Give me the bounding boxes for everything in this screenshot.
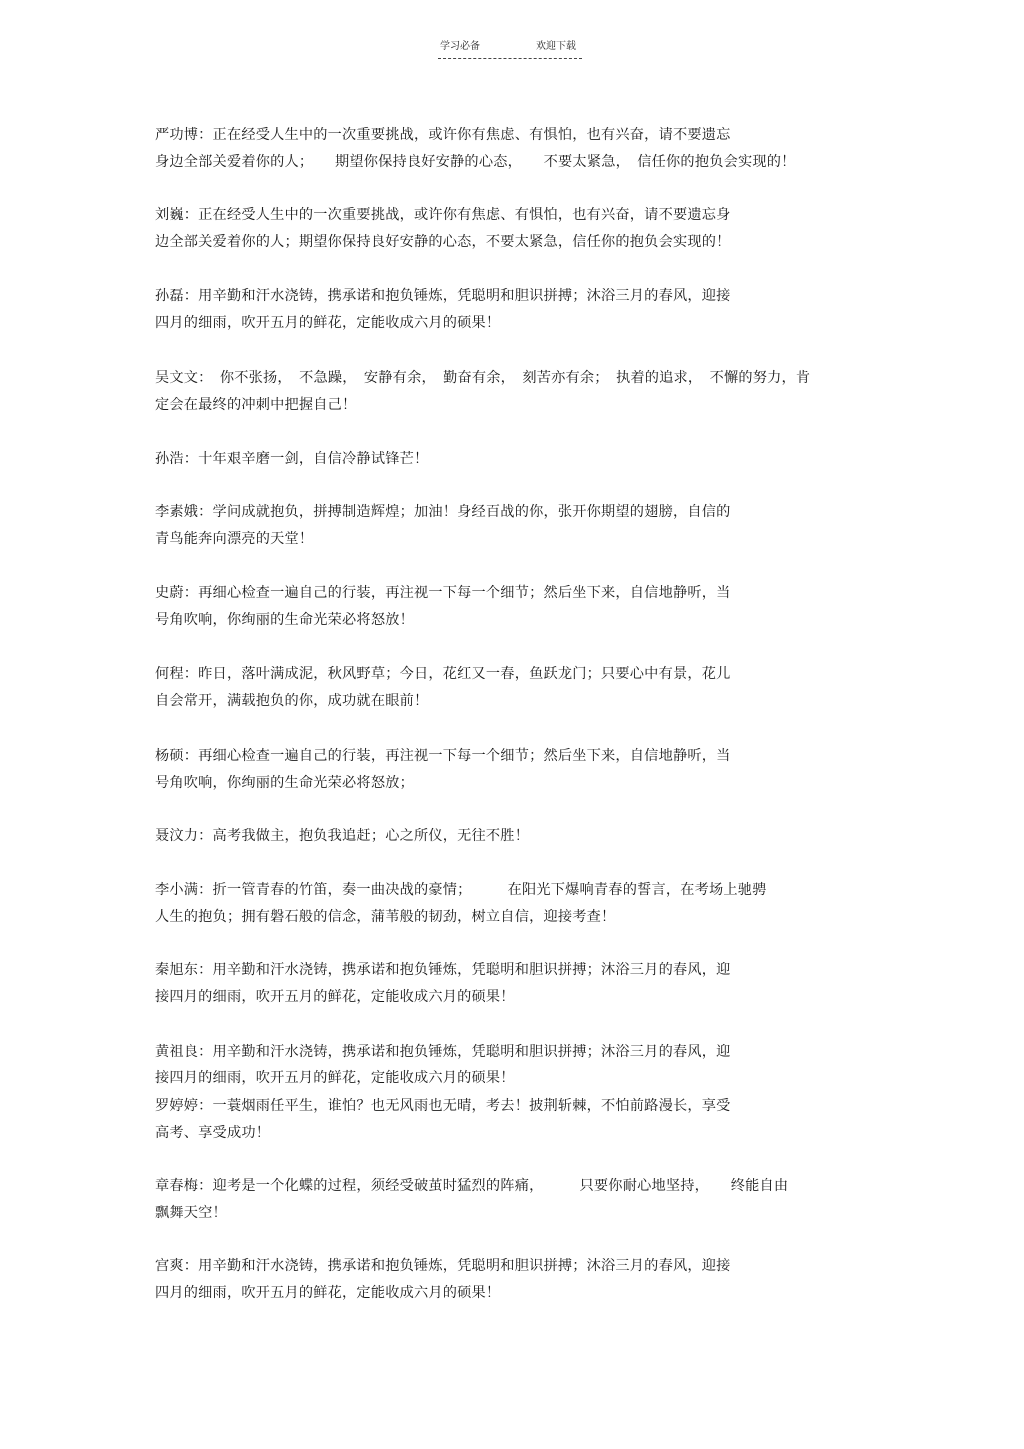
entry-line: 接四月的细雨，吹开五月的鲜花，定能收成六月的硕果！ [155, 989, 515, 1005]
entry-line: 李素娥：学问成就抱负，拼搏制造辉煌；加油！身经百战的你，张开你期望的翅膀，自信的 [155, 504, 731, 520]
entry-line: 李小满：折一管青春的竹笛，奏一曲决战的豪情； 在阳光下爆响青春的誓言，在考场上驰骋 [155, 882, 767, 898]
entry-line: 四月的细雨，吹开五月的鲜花，定能收成六月的硕果！ [155, 1285, 501, 1301]
entry-line: 孙磊：用辛勤和汗水浇铸，携承诺和抱负锤炼，凭聪明和胆识拼搏；沐浴三月的春风，迎接 [155, 288, 731, 304]
entry-line: 史蔚：再细心检查一遍自己的行装，再注视一下每一个细节；然后坐下来，自信地静听，当 [155, 585, 731, 601]
entry-line: 高考、享受成功！ [155, 1125, 271, 1141]
entry-line: 号角吹响，你绚丽的生命光荣必将怒放； [155, 775, 414, 791]
entry-line: 刘巍：正在经受人生中的一次重要挑战，或许你有焦虑、有惧怕，也有兴奋，请不要遗忘身 [155, 207, 731, 223]
entry-line: 人生的抱负；拥有磐石般的信念，蒲苇般的韧劲，树立自信，迎接考查！ [155, 909, 616, 925]
entry-line: 吴文文： 你不张扬， 不急躁， 安静有余， 勤奋有余， 刻苦亦有余； 执着的追求， 不懈的努力，肯 [155, 370, 811, 386]
header-right-text: 欢迎下载 [536, 41, 576, 52]
entry-line: 章春梅：迎考是一个化蝶的过程，须经受破茧时猛烈的阵痛， 只要你耐心地坚持， 终能自由 [155, 1178, 789, 1194]
entry-line: 宫爽：用辛勤和汗水浇铸，携承诺和抱负锤炼，凭聪明和胆识拼搏；沐浴三月的春风，迎接 [155, 1258, 731, 1274]
entry-line: 罗婷婷：一蓑烟雨任平生，谁怕？也无风雨也无晴，考去！披荆斩棘，不怕前路漫长，享受 [155, 1098, 731, 1114]
entry-line: 身边全部关爱着你的人； 期望你保持良好安静的心态， 不要太紧急， 信任你的抱负会实现的！ [155, 154, 796, 170]
entry-line: 秦旭东：用辛勤和汗水浇铸，携承诺和抱负锤炼，凭聪明和胆识拼搏；沐浴三月的春风，迎 [155, 962, 731, 978]
header-left-text: 学习必备 [440, 41, 480, 52]
entry-line: 号角吹响，你绚丽的生命光荣必将怒放！ [155, 612, 414, 628]
entry-line: 青鸟能奔向漂亮的天堂！ [155, 531, 314, 547]
entry-line: 自会常开，满载抱负的你，成功就在眼前！ [155, 693, 429, 709]
entry-line: 定会在最终的冲刺中把握自己！ [155, 397, 357, 413]
entry-line: 严功博：正在经受人生中的一次重要挑战，或许你有焦虑、有惧怕，也有兴奋，请不要遗忘 [155, 127, 731, 143]
entry-line: 飘舞天空！ [155, 1205, 227, 1221]
entry-line: 边全部关爱着你的人；期望你保持良好安静的心态，不要太紧急，信任你的抱负会实现的！ [155, 234, 731, 250]
entry-line: 接四月的细雨，吹开五月的鲜花，定能收成六月的硕果！ [155, 1070, 515, 1086]
entry-line: 何程：昨日，落叶满成泥，秋风野草；今日，花红又一春，鱼跃龙门；只要心中有景，花儿 [155, 666, 731, 682]
entry-line: 四月的细雨，吹开五月的鲜花，定能收成六月的硕果！ [155, 315, 501, 331]
entry-line: 杨硕：再细心检查一遍自己的行装，再注视一下每一个细节；然后坐下来，自信地静听，当 [155, 748, 731, 764]
entry-line: 孙浩：十年艰辛磨一剑，自信冷静试锋芒！ [155, 451, 429, 467]
entry-line: 聂汶力：高考我做主，抱负我追赶；心之所仪，无往不胜！ [155, 828, 530, 844]
entry-line: 黄祖良：用辛勤和汗水浇铸，携承诺和抱负锤炼，凭聪明和胆识拼搏；沐浴三月的春风，迎 [155, 1044, 731, 1060]
